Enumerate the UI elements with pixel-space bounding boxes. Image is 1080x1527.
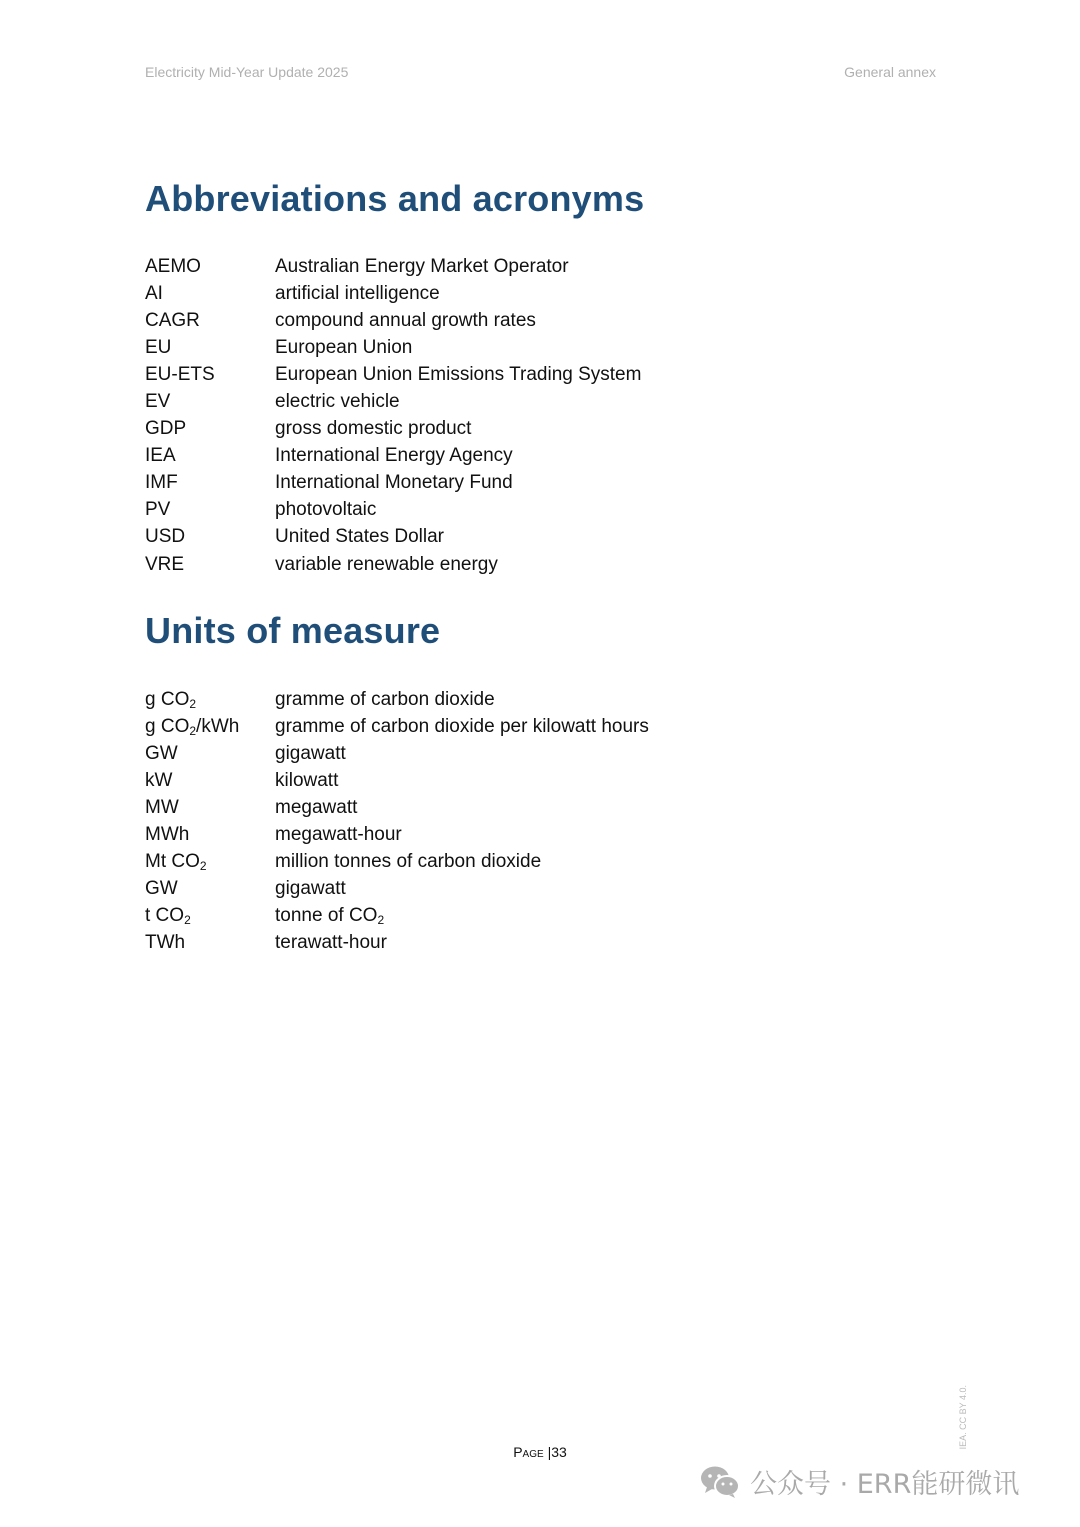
abbreviation-term: PV — [145, 499, 171, 521]
unit-definition — [275, 716, 649, 738]
abbreviation-definition: International Energy Agency — [275, 445, 513, 467]
abbreviation-row — [145, 497, 641, 524]
unit-definition-text: megawatt-hour — [275, 824, 402, 846]
unit-definition — [275, 689, 495, 711]
abbreviation-row — [145, 334, 641, 361]
abbreviation-definition: European Union — [275, 336, 413, 358]
unit-definition-text: kilowatt — [275, 769, 339, 791]
abbreviation-definition: photovoltaic — [275, 499, 377, 521]
unit-row — [145, 930, 649, 957]
abbreviation-row — [145, 524, 641, 551]
unit-definition — [275, 851, 541, 873]
unit-definition-text: megawatt — [275, 796, 358, 818]
abbreviation-term: CAGR — [145, 309, 200, 331]
unit-term — [145, 932, 275, 954]
unit-row — [145, 821, 649, 848]
unit-definition — [275, 824, 402, 846]
unit-term-text: kW — [145, 769, 173, 791]
wechat-icon — [700, 1465, 740, 1499]
page-number-footer — [0, 1444, 1080, 1460]
unit-definition — [275, 932, 387, 954]
abbreviation-row — [145, 361, 641, 388]
watermark-text: 公众号 · ERR能研微讯 — [750, 1469, 1020, 1500]
running-header-title: Electricity Mid-Year Update 2025 — [145, 64, 349, 80]
abbreviation-row — [145, 416, 641, 443]
unit-definition — [275, 797, 357, 819]
abbreviation-term: EV — [145, 391, 171, 413]
abbreviation-term: IEA — [145, 445, 176, 467]
abbreviation-row — [145, 280, 641, 307]
abbreviation-row — [145, 307, 641, 334]
unit-row — [145, 767, 649, 794]
abbreviation-definition: artificial intelligence — [275, 282, 440, 304]
unit-definition-text: tonne of CO — [275, 905, 378, 927]
unit-term — [145, 689, 275, 711]
abbreviation-definition: gross domestic product — [275, 418, 472, 440]
unit-definition-text: gigawatt — [275, 742, 346, 764]
page-number: 33 — [551, 1444, 567, 1460]
unit-definition-text: gigawatt — [275, 878, 346, 900]
unit-term-text: MW — [145, 796, 179, 818]
abbreviation-row — [145, 551, 641, 578]
unit-term-subscript: 2 — [184, 913, 191, 928]
unit-definition — [275, 743, 346, 765]
units-list — [145, 686, 649, 957]
abbreviation-term: EU — [145, 336, 172, 358]
abbreviation-definition: International Monetary Fund — [275, 472, 513, 494]
unit-term-text: Mt CO — [145, 851, 200, 873]
abbreviation-row — [145, 388, 641, 415]
unit-term — [145, 824, 275, 846]
unit-term — [145, 743, 275, 765]
unit-term — [145, 770, 275, 792]
unit-row — [145, 713, 649, 740]
abbreviation-term: AEMO — [145, 255, 201, 277]
abbreviation-definition: electric vehicle — [275, 391, 400, 413]
unit-term — [145, 851, 275, 873]
unit-term — [145, 878, 275, 900]
unit-row — [145, 794, 649, 821]
unit-term-subscript: 2 — [189, 696, 197, 711]
unit-term-text: GW — [145, 878, 178, 900]
page-label: Page — [513, 1444, 544, 1460]
unit-definition-text: terawatt-hour — [275, 932, 387, 954]
unit-row — [145, 740, 649, 767]
unit-row — [145, 849, 649, 876]
abbreviation-term: USD — [145, 526, 186, 548]
abbreviation-row — [145, 253, 641, 280]
units-heading: Units of measure — [145, 610, 441, 651]
unit-term-text: TWh — [145, 932, 186, 954]
running-header-section: General annex — [844, 64, 936, 80]
abbreviation-term: VRE — [145, 553, 185, 575]
abbreviation-row — [145, 470, 641, 497]
unit-term — [145, 716, 275, 738]
license-note: IEA. CC BY 4.0. — [958, 1385, 968, 1450]
abbreviation-term: GDP — [145, 418, 187, 440]
unit-definition-text: gramme of carbon dioxide — [275, 688, 495, 710]
unit-row — [145, 903, 649, 930]
unit-term-subscript: 2 — [199, 859, 207, 874]
abbreviation-definition: Australian Energy Market Operator — [275, 255, 569, 277]
abbreviations-heading: Abbreviations and acronyms — [145, 178, 645, 219]
abbreviations-list — [145, 253, 641, 578]
watermark — [700, 1462, 1019, 1501]
abbreviation-term: IMF — [145, 472, 178, 494]
unit-term-text: MWh — [145, 824, 190, 846]
abbreviation-definition: variable renewable energy — [275, 553, 498, 575]
unit-definition-text: million tonnes of carbon dioxide — [275, 851, 542, 873]
unit-definition — [275, 905, 384, 927]
unit-definition — [275, 878, 346, 900]
unit-term-text: g CO — [145, 715, 190, 737]
unit-row — [145, 686, 649, 713]
abbreviation-term: AI — [145, 282, 163, 304]
unit-term — [145, 797, 275, 819]
unit-definition-subscript: 2 — [377, 913, 385, 928]
page-separator: | — [547, 1444, 552, 1460]
abbreviation-row — [145, 443, 641, 470]
abbreviation-definition: compound annual growth rates — [275, 309, 536, 331]
unit-term-suffix: /kWh — [196, 715, 240, 737]
unit-term-text: g CO — [145, 688, 190, 710]
unit-definition — [275, 770, 338, 792]
unit-term — [145, 905, 275, 927]
unit-row — [145, 876, 649, 903]
unit-term-text: t CO — [145, 905, 185, 927]
abbreviation-term: EU-ETS — [145, 363, 215, 385]
unit-term-subscript: 2 — [189, 723, 197, 738]
abbreviation-definition: European Union Emissions Trading System — [275, 363, 642, 385]
unit-definition-text: gramme of carbon dioxide per kilowatt hours — [275, 715, 649, 737]
unit-term-text: GW — [145, 742, 178, 764]
abbreviation-definition: United States Dollar — [275, 526, 444, 548]
